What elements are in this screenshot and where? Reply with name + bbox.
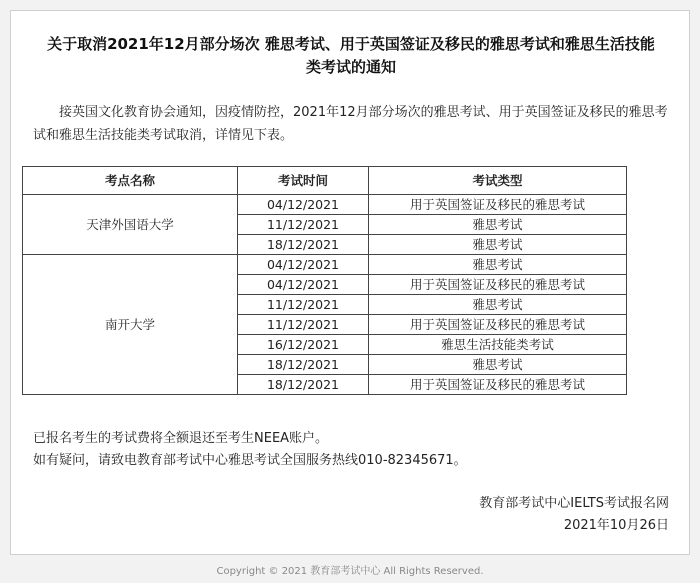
type-cell: 用于英国签证及移民的雅思考试 [369,195,627,215]
type-cell: 雅思考试 [369,215,627,235]
venue-cell: 南开大学 [23,255,238,395]
date-cell: 11/12/2021 [238,315,369,335]
table-row [23,255,627,275]
header-venue: 考点名称 [23,167,238,195]
date-cell: 04/12/2021 [238,255,369,275]
type-cell: 雅思考试 [369,235,627,255]
contact-note: 如有疑问，请致电教育部考试中心雅思考试全国服务热线010-82345671。 [33,453,467,468]
type-cell: 雅思考试 [369,295,627,315]
type-cell: 用于英国签证及移民的雅思考试 [369,375,627,395]
type-cell: 雅思考试 [369,355,627,375]
type-cell: 用于英国签证及移民的雅思考试 [369,315,627,335]
header-date: 考试时间 [238,167,369,195]
header-type: 考试类型 [369,167,627,195]
type-cell: 用于英国签证及移民的雅思考试 [369,275,627,295]
notice-card [10,10,690,555]
table-header-row [23,167,627,195]
date-cell: 11/12/2021 [238,215,369,235]
date-cell: 16/12/2021 [238,335,369,355]
notice-intro-text: 接英国文化教育协会通知，因疫情防控，2021年12月部分场次的雅思考试、用于英国签证及移民的雅思考试和雅思生活技能类考试取消，详情见下表。 [33,105,668,143]
signature [479,493,669,537]
copyright-footer: Copyright © 2021 教育部考试中心 All Rights Reserved. [216,566,484,577]
notice-title-line1: 关于取消2021年12月部分场次 雅思考试、用于英国签证及移民的雅思考试和雅思生活技能 [47,35,655,53]
signature-org: 教育部考试中心IELTS考试报名网 [479,496,669,511]
date-cell: 11/12/2021 [238,295,369,315]
refund-note: 已报名考生的考试费将全额退还至考生NEEA账户。 [33,431,329,446]
notice-title [11,33,691,79]
table-row [23,195,627,215]
notice-title-line2: 类考试的通知 [305,58,396,76]
notes [33,428,673,472]
date-cell: 04/12/2021 [238,275,369,295]
date-cell: 18/12/2021 [238,375,369,395]
venue-cell: 天津外国语大学 [23,195,238,255]
date-cell: 18/12/2021 [238,235,369,255]
signature-date: 2021年10月26日 [563,518,669,533]
type-cell: 雅思生活技能类考试 [369,335,627,355]
date-cell: 04/12/2021 [238,195,369,215]
type-cell: 雅思考试 [369,255,627,275]
date-cell: 18/12/2021 [238,355,369,375]
notice-intro [33,101,673,147]
cancelled-exams-table [22,166,627,395]
